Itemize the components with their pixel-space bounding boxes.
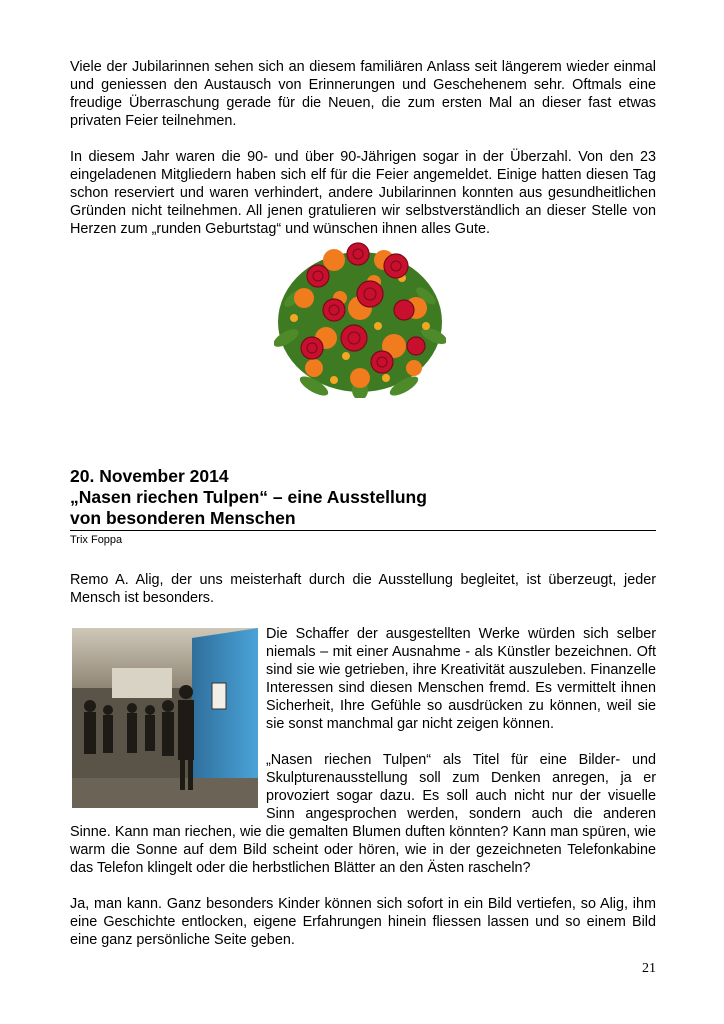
exhibition-photo <box>72 628 258 808</box>
article-author: Trix Foppa <box>70 534 123 546</box>
paragraph: Die Schaffer der ausgestellten Werke würden sich selber niemals – mit einer Ausnahme - als Künstler bezeichnen. Oft sind sie wie getrieben, ihre Kreativität auszuleben. Finanzelle Interessen sind diesen Menschen fremd. Es vermittelt ihnen Sicherheit, Ihre Gefühle so ausdrücken zu können, weil sie sie sonst manchmal gar nicht zeigen können. <box>266 626 656 732</box>
flower-bouquet-image <box>274 238 446 398</box>
article-title-line2: von besonderen Menschen <box>70 508 656 531</box>
article-header <box>70 466 656 547</box>
gallery-illustration <box>72 628 258 808</box>
bouquet-illustration <box>274 238 446 398</box>
top-text <box>70 58 656 238</box>
page-number: 21 <box>642 961 656 976</box>
article-date: 20. November 2014 <box>70 466 229 486</box>
article-body <box>70 571 656 967</box>
paragraph: „Nasen riechen Tulpen“ als Titel für eine Bilder- und Skulpturenausstellung soll zum Denken anregen, ja er provoziert sogar dazu. Es soll auch nicht nur der visuelle Sinn angesprochen werden, sondern auch die anderen Sinne. Kann man riechen, wie die gemalten Blumen duften könnten? Kann man spüren, wie warm die Sonne auf dem Bild scheint oder hören, wie in der gezeichneten Telefonkabine das Telefon klingelt oder die herbstlichen Blätter an den Ästen rascheln? <box>70 752 656 876</box>
article-title-line1: „Nasen riechen Tulpen“ – eine Ausstellung <box>70 487 427 507</box>
paragraph: In diesem Jahr waren die 90- und über 90-Jährigen sogar in der Überzahl. Von den 23 eingeladenen Mitgliedern haben sich elf für die Feier angemeldet. Einige hatten diesen Tag schon reserviert und waren verhindert, andere Jubilarinnen konnten aus gesundheitlichen Gründen nicht teilnehmen. All jenen gratulieren wir selbstverständlich an dieser Stelle von Herzen zum „runden Geburtstag“ und wünschen ihnen alles Gute. <box>70 149 656 237</box>
paragraph: Viele der Jubilarinnen sehen sich an diesem familiären Anlass seit längerem wieder einmal und geniessen den Austausch von Erinnerungen und Geschehenem sehr. Oftmals eine freudige Überraschung gerade für die Neuen, die zum ersten Mal an dieser fast etwas privaten Feier teilnehmen. <box>70 59 656 129</box>
article-intro: Remo A. Alig, der uns meisterhaft durch die Ausstellung begleitet, ist überzeugt, jeder Mensch ist besonders. <box>70 572 656 606</box>
paragraph: Ja, man kann. Ganz besonders Kinder können sich sofort in ein Bild vertiefen, so Alig, ihm eine Geschichte entlocken, eigene Erfahrungen hinein fliessen lassen und so einem Bild eine ganz persönliche Seite geben. <box>70 896 656 948</box>
